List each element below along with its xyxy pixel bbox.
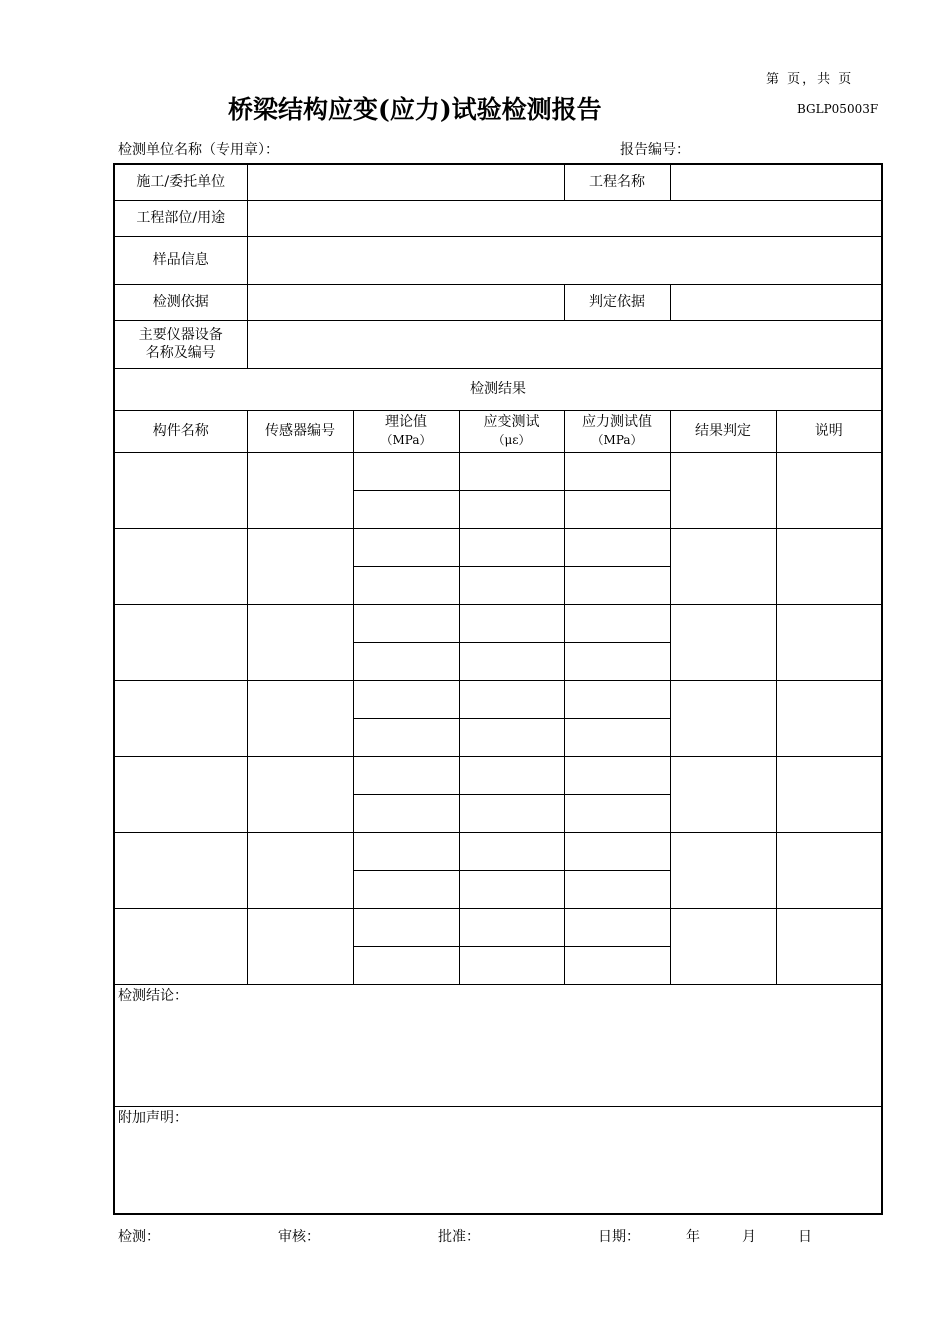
date-month-label: 月 [742,1229,756,1245]
part-use-label: 工程部位/用途 [114,200,247,236]
component-name-cell[interactable] [114,452,247,528]
judgment-cell[interactable] [670,756,776,832]
col-theory-label: 理论值 [385,414,427,430]
judgment-cell[interactable] [670,680,776,756]
col-stress-header [564,410,670,452]
project-name-value[interactable] [670,164,882,200]
page-title: 桥梁结构应变(应力)试验检测报告 [228,95,602,124]
note-cell[interactable] [776,908,882,984]
sensor-number-cell[interactable] [247,756,353,832]
sensor-number-cell[interactable] [247,452,353,528]
results-rows [114,452,882,984]
project-name-label: 工程名称 [564,164,670,200]
sample-info-value[interactable] [247,236,882,284]
note-cell[interactable] [776,680,882,756]
instrument-label-line1: 主要仪器设备 [138,327,223,343]
report-number-label: 报告编号： [620,142,690,158]
theory-value-cell[interactable] [353,794,459,832]
col-judgment-header: 结果判定 [670,410,776,452]
note-cell[interactable] [776,452,882,528]
client-label: 施工/委托单位 [114,164,247,200]
col-sensor-header: 传感器编号 [247,410,353,452]
test-basis-value[interactable] [247,284,564,320]
theory-value-cell[interactable] [353,718,459,756]
stress-value-cell[interactable] [564,718,670,756]
strain-value-cell[interactable] [459,490,564,528]
note-cell[interactable] [776,604,882,680]
col-theory-unit: （MPa） [380,433,432,447]
strain-value-cell[interactable] [459,870,564,908]
approver-label: 批准： [438,1229,480,1245]
test-basis-label: 检测依据 [114,284,247,320]
component-name-cell[interactable] [114,908,247,984]
stress-value-cell[interactable] [564,452,670,490]
stress-value-cell[interactable] [564,756,670,794]
conclusion-label: 检测结论： [118,987,188,1004]
col-stress-unit: （MPa） [591,433,643,447]
col-component-header: 构件名称 [114,410,247,452]
strain-value-cell[interactable] [459,832,564,870]
date-day-label: 日 [798,1229,812,1245]
note-cell[interactable] [776,756,882,832]
judgment-cell[interactable] [670,452,776,528]
theory-value-cell[interactable] [353,756,459,794]
strain-value-cell[interactable] [459,452,564,490]
sensor-number-cell[interactable] [247,680,353,756]
stress-value-cell[interactable] [564,566,670,604]
sensor-number-cell[interactable] [247,832,353,908]
statement-cell[interactable] [114,1106,882,1214]
judge-basis-label: 判定依据 [564,284,670,320]
strain-value-cell[interactable] [459,794,564,832]
judgment-cell[interactable] [670,528,776,604]
tester-label: 检测： [118,1229,160,1245]
stress-value-cell[interactable] [564,908,670,946]
theory-value-cell[interactable] [353,604,459,642]
note-cell[interactable] [776,528,882,604]
date-label: 日期： [598,1229,640,1245]
sensor-number-cell[interactable] [247,604,353,680]
sensor-number-cell[interactable] [247,908,353,984]
sample-info-label: 样品信息 [114,236,247,284]
strain-value-cell[interactable] [459,604,564,642]
sensor-number-cell[interactable] [247,528,353,604]
judgment-cell[interactable] [670,604,776,680]
theory-value-cell[interactable] [353,528,459,566]
judgment-cell[interactable] [670,832,776,908]
strain-value-cell[interactable] [459,908,564,946]
conclusion-cell[interactable] [114,984,882,1106]
theory-value-cell[interactable] [353,490,459,528]
strain-value-cell[interactable] [459,680,564,718]
note-cell[interactable] [776,832,882,908]
col-strain-label: 应变测试 [483,414,540,430]
theory-value-cell[interactable] [353,832,459,870]
component-name-cell[interactable] [114,604,247,680]
component-name-cell[interactable] [114,756,247,832]
strain-value-cell[interactable] [459,756,564,794]
theory-value-cell[interactable] [353,566,459,604]
component-name-cell[interactable] [114,528,247,604]
col-strain-header [459,410,564,452]
strain-value-cell[interactable] [459,946,564,984]
stress-value-cell[interactable] [564,604,670,642]
reviewer-label: 审核： [278,1229,320,1245]
stress-value-cell[interactable] [564,528,670,566]
col-note-header: 说明 [776,410,882,452]
component-name-cell[interactable] [114,832,247,908]
stress-value-cell[interactable] [564,794,670,832]
form-code: BGLP05003F [797,102,879,116]
col-theory-header [353,410,459,452]
stress-value-cell[interactable] [564,642,670,680]
stress-value-cell[interactable] [564,680,670,718]
strain-value-cell[interactable] [459,718,564,756]
stress-value-cell[interactable] [564,832,670,870]
results-section-title: 检测结果 [114,368,882,410]
stress-value-cell[interactable] [564,870,670,908]
theory-value-cell[interactable] [353,870,459,908]
col-strain-unit: （με） [492,433,531,447]
strain-value-cell[interactable] [459,528,564,566]
date-year-label: 年 [686,1229,700,1245]
instrument-label [114,320,247,368]
col-stress-label: 应力测试值 [582,414,653,430]
page-info: 第 页，共 页 [766,72,854,87]
strain-value-cell[interactable] [459,642,564,680]
judge-basis-value[interactable] [670,284,882,320]
instrument-value[interactable] [247,320,882,368]
part-use-value[interactable] [247,200,882,236]
theory-value-cell[interactable] [353,452,459,490]
theory-value-cell[interactable] [353,642,459,680]
theory-value-cell[interactable] [353,946,459,984]
judgment-cell[interactable] [670,908,776,984]
theory-value-cell[interactable] [353,908,459,946]
client-value[interactable] [247,164,564,200]
strain-value-cell[interactable] [459,566,564,604]
stress-value-cell[interactable] [564,946,670,984]
instrument-label-line2: 名称及编号 [145,345,216,361]
theory-value-cell[interactable] [353,680,459,718]
stress-value-cell[interactable] [564,490,670,528]
statement-label: 附加声明： [118,1109,188,1126]
component-name-cell[interactable] [114,680,247,756]
unit-name-label: 检测单位名称（专用章）： [118,142,279,158]
report-form-table [113,163,883,1215]
